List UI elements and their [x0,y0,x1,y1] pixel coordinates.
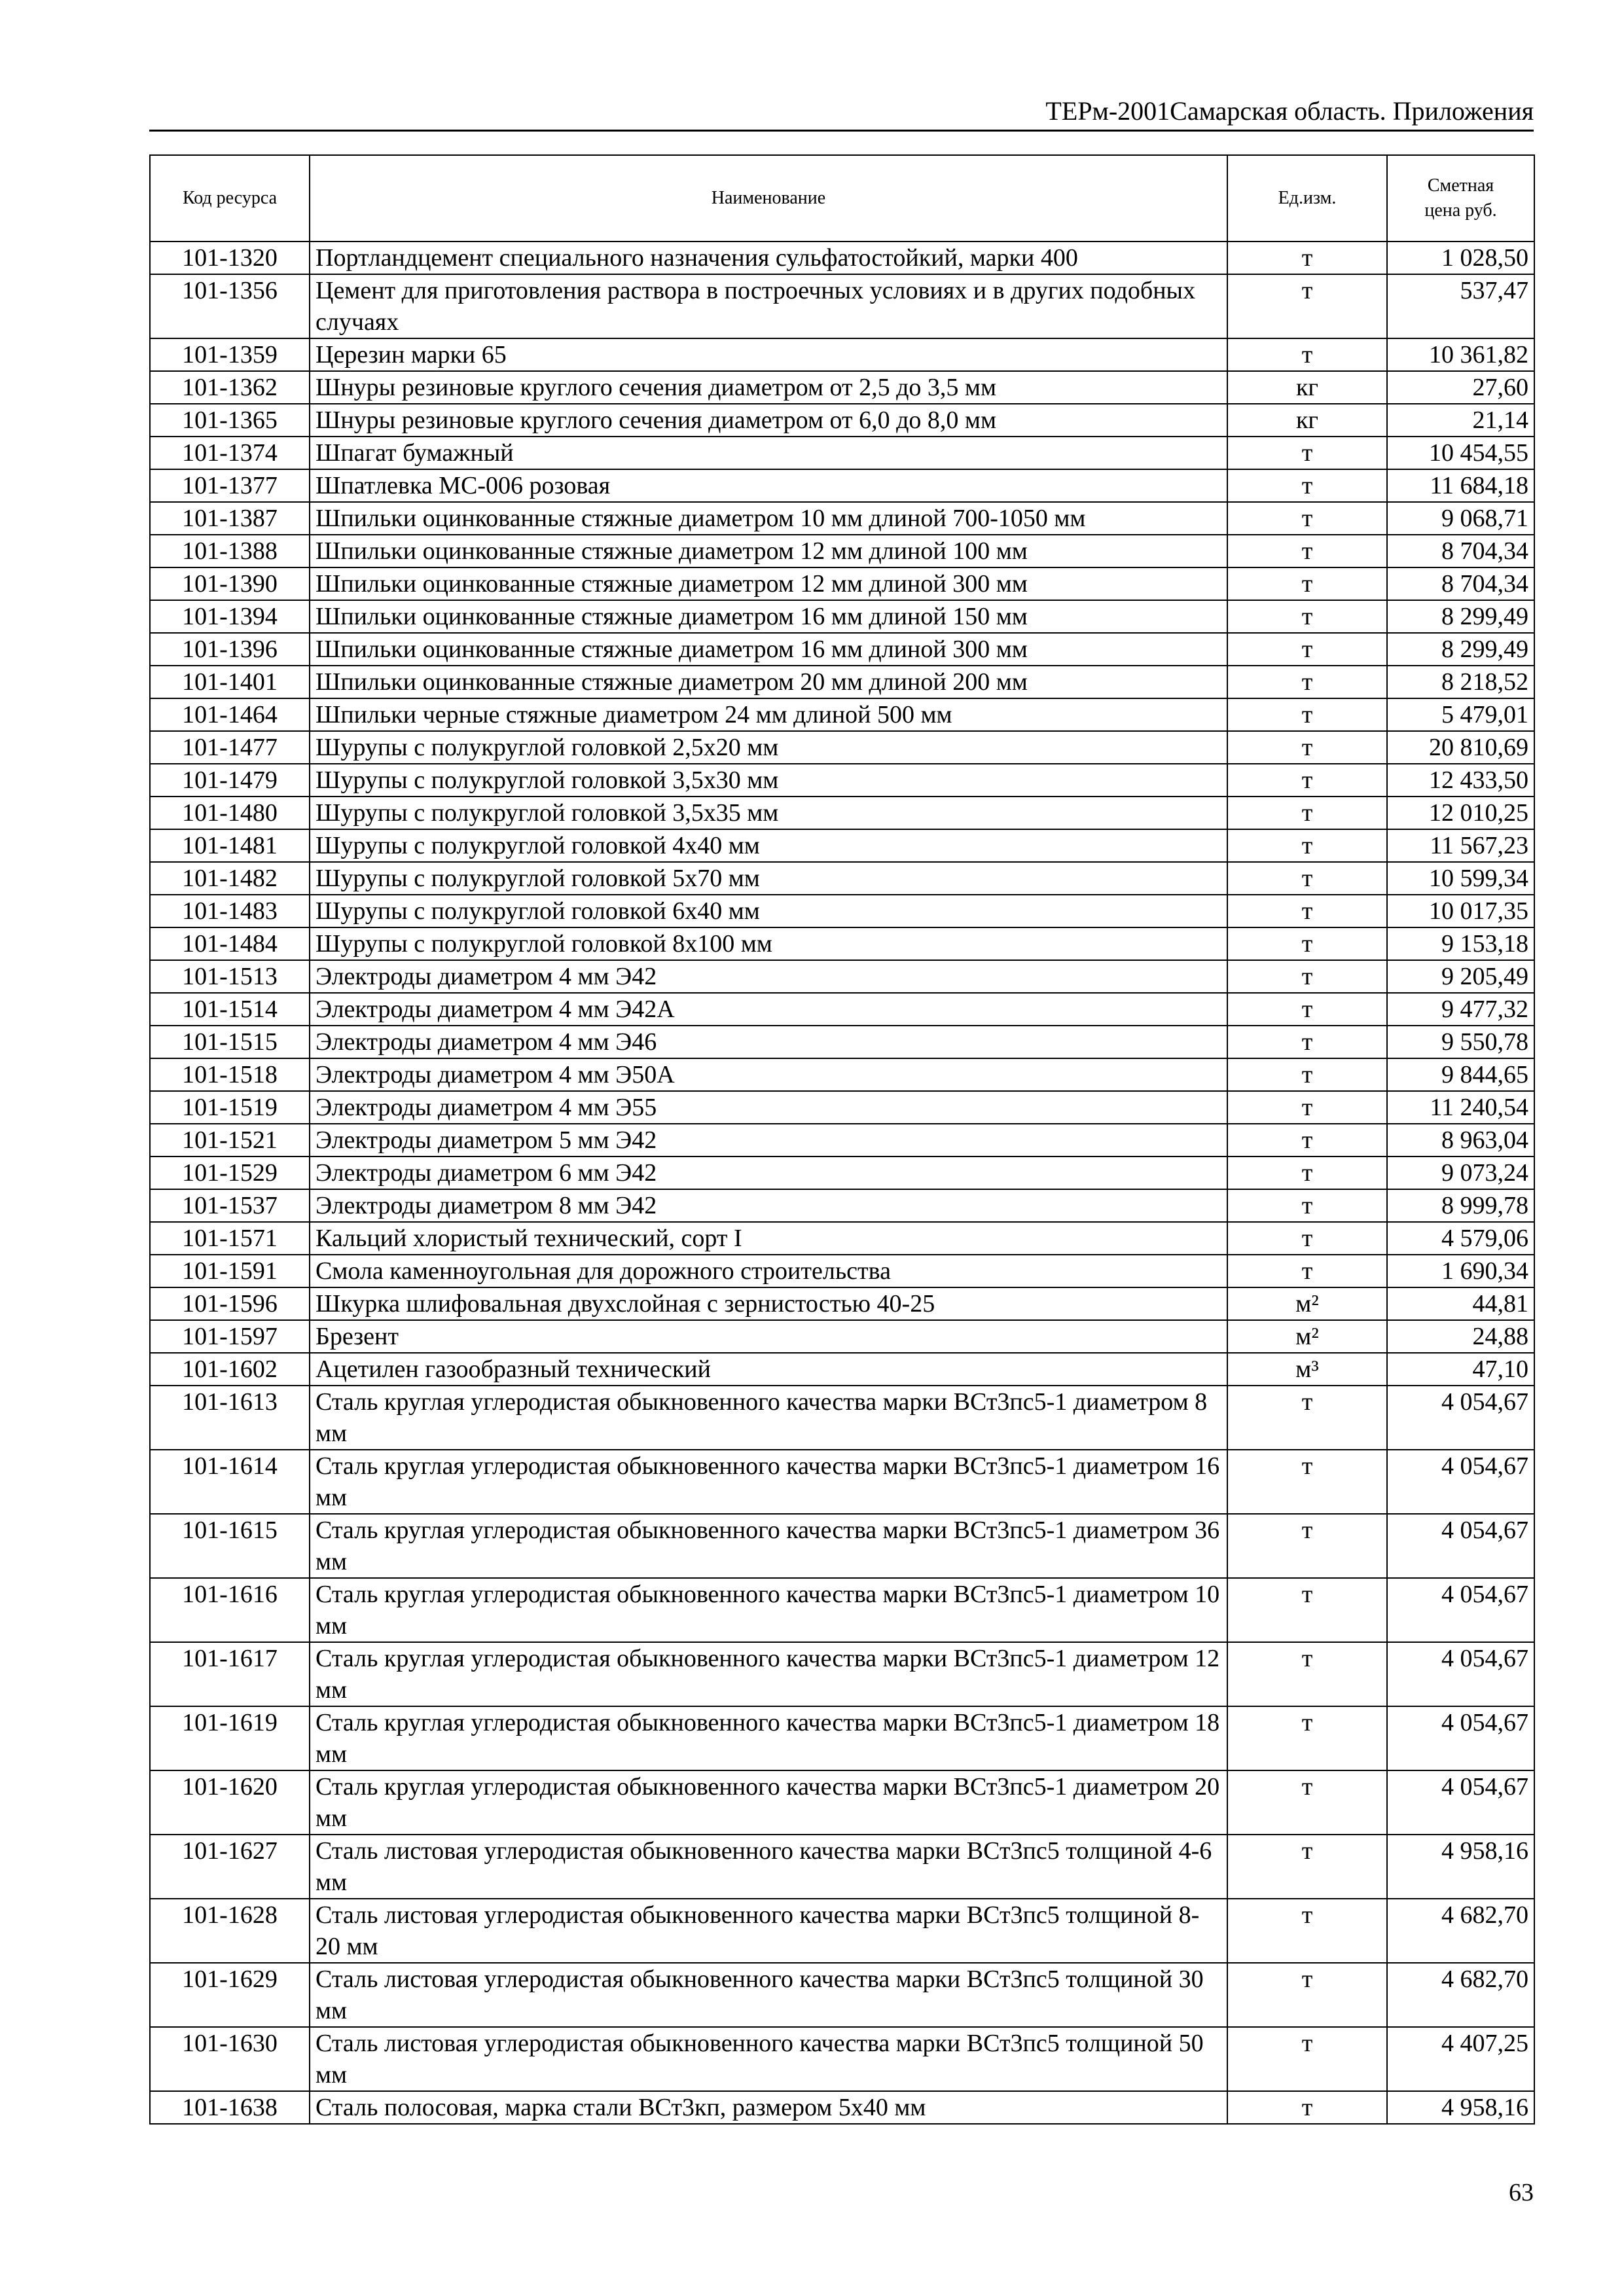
cell-price: 20 810,69 [1387,731,1534,764]
cell-unit: т [1227,666,1387,698]
cell-name: Шурупы с полукруглой головкой 3,5х35 мм [310,797,1227,829]
cell-name: Шурупы с полукруглой головкой 3,5х30 мм [310,764,1227,797]
cell-name: Шпильки оцинкованные стяжные диаметром 10 мм длиной 700-1050 мм [310,502,1227,535]
cell-code: 101-1365 [150,404,310,437]
cell-code: 101-1602 [150,1353,310,1386]
cell-name: Шпильки черные стяжные диаметром 24 мм длиной 500 мм [310,698,1227,731]
cell-unit: т [1227,469,1387,502]
cell-price: 8 999,78 [1387,1189,1534,1222]
cell-name: Шпильки оцинкованные стяжные диаметром 12 мм длиной 100 мм [310,535,1227,567]
cell-unit: т [1227,1124,1387,1157]
cell-unit: т [1227,1450,1387,1514]
table-row [150,895,1534,927]
cell-code: 101-1616 [150,1578,310,1642]
cell-code: 101-1518 [150,1058,310,1091]
cell-code: 101-1515 [150,1026,310,1058]
table-header-row [150,155,1534,242]
table-row [150,993,1534,1026]
cell-code: 101-1401 [150,666,310,698]
cell-price: 4 054,67 [1387,1642,1534,1706]
cell-unit: т [1227,1706,1387,1770]
cell-unit: т [1227,698,1387,731]
cell-price: 9 068,71 [1387,502,1534,535]
cell-name: Электроды диаметром 4 мм Э42А [310,993,1227,1026]
column-header-code: Код ресурса [150,155,310,242]
cell-code: 101-1638 [150,2091,310,2124]
table-row [150,1386,1534,1450]
cell-name: Сталь полосовая, марка стали ВСт3кп, размером 5х40 мм [310,2091,1227,2124]
cell-unit: т [1227,960,1387,993]
cell-price: 4 054,67 [1387,1514,1534,1578]
cell-price: 10 599,34 [1387,862,1534,895]
cell-unit: т [1227,1157,1387,1189]
cell-name: Сталь листовая углеродистая обыкновенного качества марки ВСт3пс5 толщиной 4-6 мм [310,1835,1227,1899]
table-row [150,1353,1534,1386]
cell-code: 101-1521 [150,1124,310,1157]
cell-price: 8 963,04 [1387,1124,1534,1157]
table-row [150,1578,1534,1642]
cell-price: 4 054,67 [1387,1706,1534,1770]
cell-price: 4 054,67 [1387,1770,1534,1835]
cell-price: 10 454,55 [1387,437,1534,469]
cell-name: Сталь листовая углеродистая обыкновенного качества марки ВСт3пс5 толщиной 30 мм [310,1963,1227,2027]
cell-unit: т [1227,829,1387,862]
cell-price: 4 958,16 [1387,2091,1534,2124]
table-row [150,371,1534,404]
cell-unit: т [1227,1770,1387,1835]
cell-name: Сталь круглая углеродистая обыкновенного качества марки ВСт3пс5-1 диаметром 18 мм [310,1706,1227,1770]
cell-price: 12 433,50 [1387,764,1534,797]
cell-price: 4 054,67 [1387,1386,1534,1450]
cell-code: 101-1477 [150,731,310,764]
price-table [149,154,1535,2125]
cell-name: Шнуры резиновые круглого сечения диаметром от 2,5 до 3,5 мм [310,371,1227,404]
cell-unit: т [1227,502,1387,535]
table-row [150,1124,1534,1157]
cell-name: Шнуры резиновые круглого сечения диаметром от 6,0 до 8,0 мм [310,404,1227,437]
cell-name: Ацетилен газообразный технический [310,1353,1227,1386]
cell-name: Шпильки оцинкованные стяжные диаметром 20 мм длиной 200 мм [310,666,1227,698]
cell-unit: т [1227,1222,1387,1255]
cell-code: 101-1377 [150,469,310,502]
cell-unit: т [1227,1386,1387,1450]
table-row [150,242,1534,274]
cell-name: Шпильки оцинкованные стяжные диаметром 12 мм длиной 300 мм [310,567,1227,600]
cell-name: Сталь круглая углеродистая обыкновенного качества марки ВСт3пс5-1 диаметром 12 мм [310,1642,1227,1706]
cell-price: 4 958,16 [1387,1835,1534,1899]
cell-code: 101-1362 [150,371,310,404]
cell-unit: т [1227,1091,1387,1124]
cell-unit: м² [1227,1320,1387,1353]
page-number: 63 [1509,2179,1534,2206]
cell-unit: т [1227,437,1387,469]
cell-price: 8 704,34 [1387,535,1534,567]
cell-code: 101-1614 [150,1450,310,1514]
table-row [150,437,1534,469]
cell-price: 4 054,67 [1387,1450,1534,1514]
cell-unit: т [1227,764,1387,797]
cell-unit: т [1227,1642,1387,1706]
cell-code: 101-1387 [150,502,310,535]
cell-code: 101-1359 [150,338,310,371]
column-header-name: Наименование [310,155,1227,242]
cell-name: Электроды диаметром 6 мм Э42 [310,1157,1227,1189]
cell-unit: т [1227,1514,1387,1578]
cell-price: 9 153,18 [1387,927,1534,960]
table-row [150,960,1534,993]
table-row [150,764,1534,797]
cell-unit: т [1227,2091,1387,2124]
cell-code: 101-1519 [150,1091,310,1124]
cell-name: Шурупы с полукруглой головкой 5х70 мм [310,862,1227,895]
table-row [150,274,1534,338]
cell-name: Шпагат бумажный [310,437,1227,469]
table-body [150,242,1534,2124]
cell-name: Шпатлевка МС-006 розовая [310,469,1227,502]
cell-name: Шпильки оцинкованные стяжные диаметром 16 мм длиной 150 мм [310,600,1227,633]
table-row [150,731,1534,764]
cell-name: Кальций хлористый технический, сорт I [310,1222,1227,1255]
cell-price: 9 844,65 [1387,1058,1534,1091]
table-row [150,1189,1534,1222]
cell-price: 9 477,32 [1387,993,1534,1026]
cell-code: 101-1628 [150,1899,310,1963]
cell-code: 101-1630 [150,2027,310,2091]
cell-price: 27,60 [1387,371,1534,404]
cell-price: 5 479,01 [1387,698,1534,731]
table-row [150,1514,1534,1578]
table-row [150,927,1534,960]
cell-code: 101-1629 [150,1963,310,2027]
cell-code: 101-1388 [150,535,310,567]
cell-code: 101-1482 [150,862,310,895]
cell-code: 101-1480 [150,797,310,829]
cell-unit: т [1227,1899,1387,1963]
cell-price: 537,47 [1387,274,1534,338]
cell-name: Шурупы с полукруглой головкой 6х40 мм [310,895,1227,927]
cell-price: 9 073,24 [1387,1157,1534,1189]
cell-unit: т [1227,895,1387,927]
cell-price: 9 550,78 [1387,1026,1534,1058]
cell-unit: т [1227,535,1387,567]
table-row [150,666,1534,698]
cell-unit: т [1227,1058,1387,1091]
cell-name: Электроды диаметром 4 мм Э42 [310,960,1227,993]
cell-name: Цемент для приготовления раствора в построечных условиях и в других подобных случаях [310,274,1227,338]
cell-code: 101-1356 [150,274,310,338]
cell-unit: т [1227,797,1387,829]
table-row [150,862,1534,895]
cell-unit: т [1227,1189,1387,1222]
cell-price: 8 704,34 [1387,567,1534,600]
cell-code: 101-1394 [150,600,310,633]
cell-name: Электроды диаметром 8 мм Э42 [310,1189,1227,1222]
cell-unit: т [1227,1963,1387,2027]
cell-name: Электроды диаметром 4 мм Э50А [310,1058,1227,1091]
cell-name: Электроды диаметром 4 мм Э55 [310,1091,1227,1124]
column-header-price: Сметная цена руб. [1387,155,1534,242]
cell-name: Шурупы с полукруглой головкой 4х40 мм [310,829,1227,862]
table-row [150,1157,1534,1189]
table-row [150,2027,1534,2091]
cell-code: 101-1374 [150,437,310,469]
page-header-title: ТЕРм-2001Самарская область. Приложения [1045,96,1534,126]
cell-name: Шпильки оцинкованные стяжные диаметром 16 мм длиной 300 мм [310,633,1227,666]
cell-name: Сталь листовая углеродистая обыкновенного качества марки ВСт3пс5 толщиной 50 мм [310,2027,1227,2091]
cell-unit: кг [1227,404,1387,437]
table-row [150,1770,1534,1835]
cell-price: 11 567,23 [1387,829,1534,862]
cell-unit: м² [1227,1287,1387,1320]
table-row [150,1222,1534,1255]
cell-unit: т [1227,600,1387,633]
cell-unit: т [1227,1835,1387,1899]
cell-code: 101-1591 [150,1255,310,1287]
column-header-unit: Ед.изм. [1227,155,1387,242]
table-row [150,1642,1534,1706]
cell-code: 101-1320 [150,242,310,274]
table-row [150,404,1534,437]
cell-code: 101-1529 [150,1157,310,1189]
cell-price: 12 010,25 [1387,797,1534,829]
cell-name: Шурупы с полукруглой головкой 8х100 мм [310,927,1227,960]
cell-name: Сталь круглая углеродистая обыкновенного качества марки ВСт3пс5-1 диаметром 10 мм [310,1578,1227,1642]
table-row [150,535,1534,567]
cell-price: 1 690,34 [1387,1255,1534,1287]
cell-code: 101-1627 [150,1835,310,1899]
cell-name: Сталь круглая углеродистая обыкновенного качества марки ВСт3пс5-1 диаметром 20 мм [310,1770,1227,1835]
table-row [150,1026,1534,1058]
cell-unit: т [1227,338,1387,371]
cell-unit: т [1227,731,1387,764]
cell-unit: м³ [1227,1353,1387,1386]
cell-price: 11 684,18 [1387,469,1534,502]
cell-name: Сталь листовая углеродистая обыкновенного качества марки ВСт3пс5 толщиной 8-20 мм [310,1899,1227,1963]
cell-unit: т [1227,633,1387,666]
table-row [150,1287,1534,1320]
header-divider [149,130,1534,132]
cell-unit: т [1227,993,1387,1026]
table-row [150,338,1534,371]
cell-code: 101-1396 [150,633,310,666]
cell-price: 24,88 [1387,1320,1534,1353]
cell-price: 8 218,52 [1387,666,1534,698]
cell-code: 101-1620 [150,1770,310,1835]
cell-code: 101-1484 [150,927,310,960]
table-row [150,1706,1534,1770]
cell-unit: т [1227,1578,1387,1642]
cell-price: 4 682,70 [1387,1899,1534,1963]
cell-price: 11 240,54 [1387,1091,1534,1124]
cell-unit: т [1227,862,1387,895]
cell-unit: т [1227,927,1387,960]
table-row [150,567,1534,600]
cell-name: Электроды диаметром 4 мм Э46 [310,1026,1227,1058]
table-row [150,1450,1534,1514]
cell-name: Церезин марки 65 [310,338,1227,371]
cell-price: 10 017,35 [1387,895,1534,927]
cell-code: 101-1390 [150,567,310,600]
cell-code: 101-1537 [150,1189,310,1222]
cell-price: 4 682,70 [1387,1963,1534,2027]
table-row [150,2091,1534,2124]
cell-price: 44,81 [1387,1287,1534,1320]
cell-name: Электроды диаметром 5 мм Э42 [310,1124,1227,1157]
table-row [150,1091,1534,1124]
cell-code: 101-1615 [150,1514,310,1578]
table-row [150,1255,1534,1287]
table-row [150,1320,1534,1353]
table-row [150,797,1534,829]
cell-unit: т [1227,567,1387,600]
cell-price: 47,10 [1387,1353,1534,1386]
table-row [150,1899,1534,1963]
cell-price: 9 205,49 [1387,960,1534,993]
cell-code: 101-1617 [150,1642,310,1706]
table-row [150,469,1534,502]
cell-price: 8 299,49 [1387,633,1534,666]
cell-price: 4 054,67 [1387,1578,1534,1642]
table-row [150,600,1534,633]
cell-unit: т [1227,1026,1387,1058]
cell-name: Сталь круглая углеродистая обыкновенного качества марки ВСт3пс5-1 диаметром 8 мм [310,1386,1227,1450]
cell-price: 8 299,49 [1387,600,1534,633]
cell-unit: т [1227,2027,1387,2091]
cell-price: 21,14 [1387,404,1534,437]
cell-code: 101-1514 [150,993,310,1026]
cell-unit: т [1227,274,1387,338]
table-row [150,829,1534,862]
table-row [150,633,1534,666]
cell-price: 10 361,82 [1387,338,1534,371]
table-row [150,1835,1534,1899]
cell-code: 101-1613 [150,1386,310,1450]
table-row [150,1058,1534,1091]
table-row [150,502,1534,535]
cell-name: Сталь круглая углеродистая обыкновенного качества марки ВСт3пс5-1 диаметром 36 мм [310,1514,1227,1578]
cell-name: Шурупы с полукруглой головкой 2,5х20 мм [310,731,1227,764]
cell-code: 101-1513 [150,960,310,993]
cell-price: 1 028,50 [1387,242,1534,274]
cell-name: Смола каменноугольная для дорожного строительства [310,1255,1227,1287]
cell-code: 101-1596 [150,1287,310,1320]
cell-name: Шкурка шлифовальная двухслойная с зернистостью 40-25 [310,1287,1227,1320]
cell-unit: т [1227,242,1387,274]
cell-code: 101-1479 [150,764,310,797]
cell-price: 4 579,06 [1387,1222,1534,1255]
cell-code: 101-1619 [150,1706,310,1770]
table-row [150,1963,1534,2027]
cell-code: 101-1571 [150,1222,310,1255]
cell-name: Сталь круглая углеродистая обыкновенного качества марки ВСт3пс5-1 диаметром 16 мм [310,1450,1227,1514]
cell-code: 101-1597 [150,1320,310,1353]
cell-code: 101-1464 [150,698,310,731]
cell-code: 101-1483 [150,895,310,927]
cell-code: 101-1481 [150,829,310,862]
cell-price: 4 407,25 [1387,2027,1534,2091]
cell-name: Брезент [310,1320,1227,1353]
cell-name: Портландцемент специального назначения сульфатостойкий, марки 400 [310,242,1227,274]
cell-unit: т [1227,1255,1387,1287]
cell-unit: кг [1227,371,1387,404]
table-row [150,698,1534,731]
